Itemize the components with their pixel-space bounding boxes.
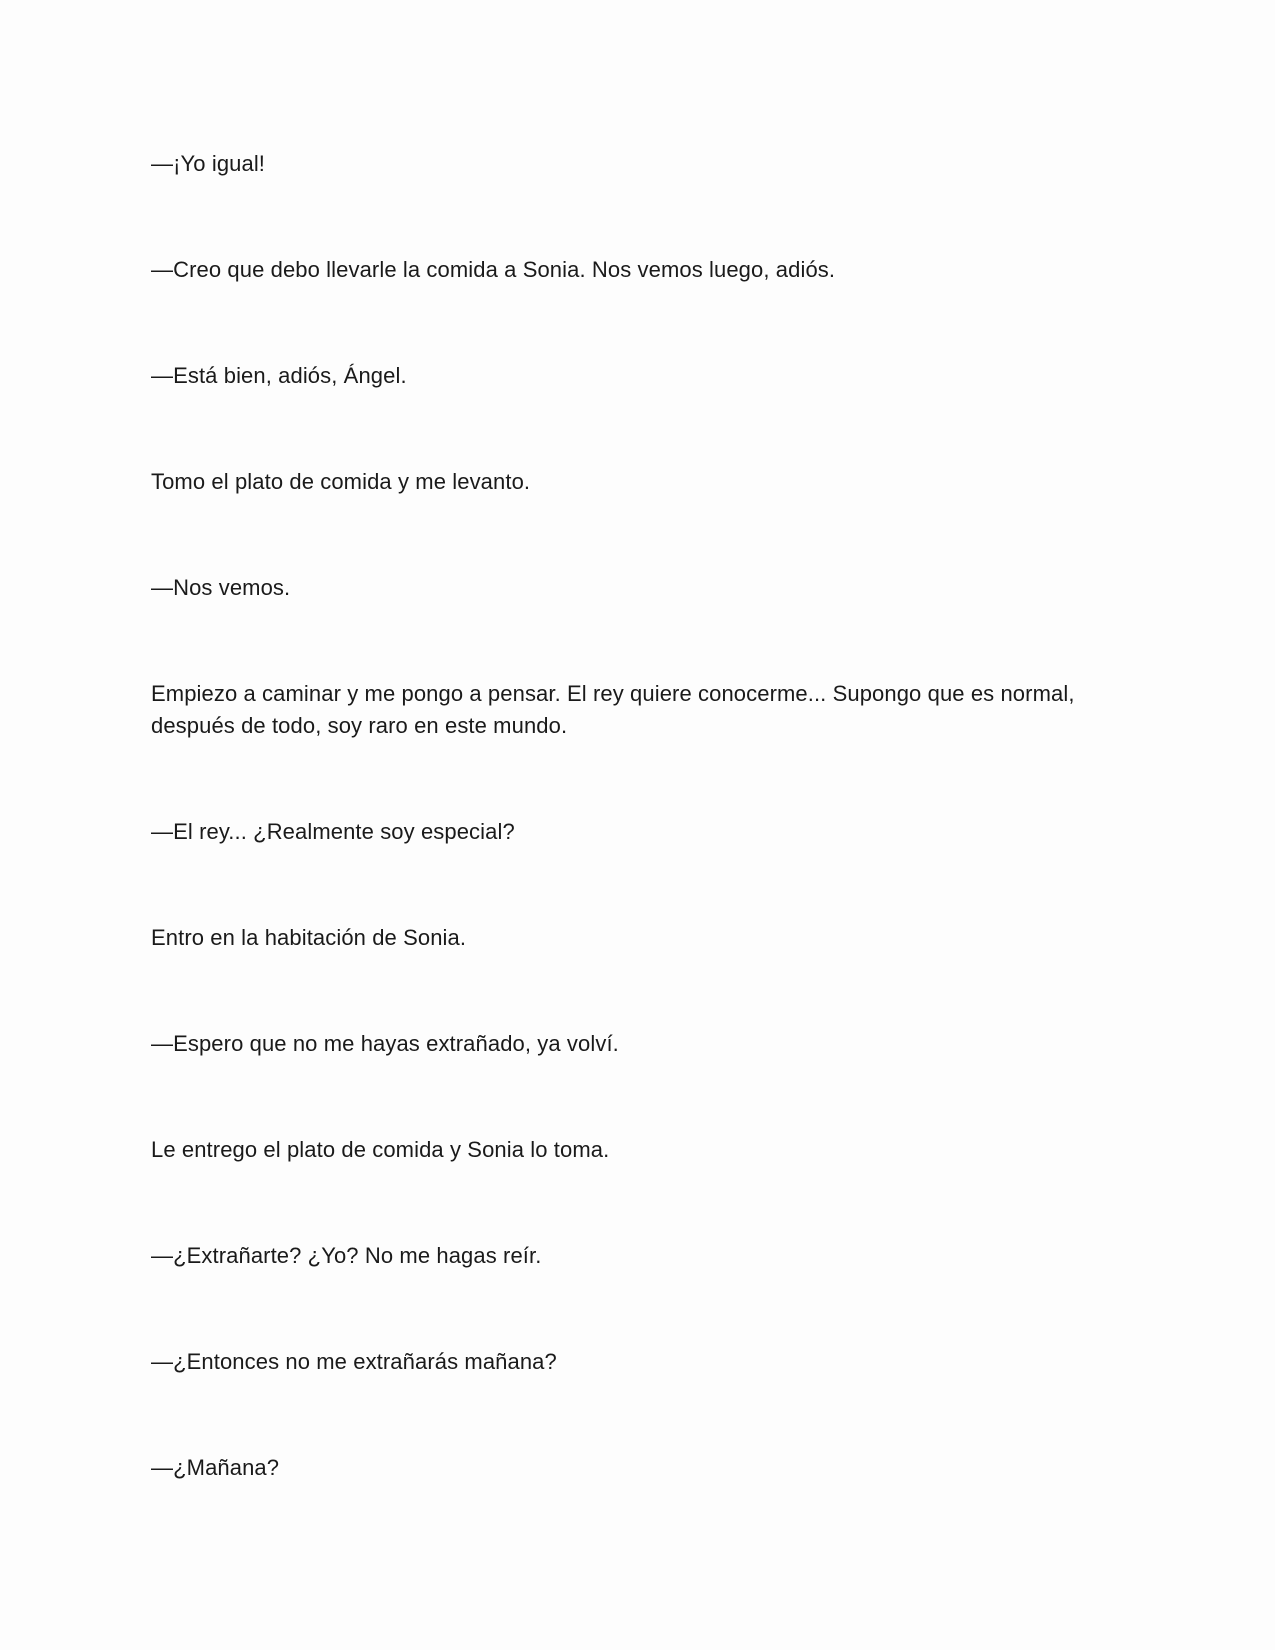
- paragraph-4: Tomo el plato de comida y me levanto.: [151, 469, 531, 494]
- paragraph-1: —¡Yo igual!: [151, 151, 266, 176]
- paragraph-8: Entro en la habitación de Sonia.: [151, 925, 467, 950]
- paragraph-12: —¿Entonces no me extrañarás mañana?: [151, 1349, 557, 1374]
- paragraph-11: —¿Extrañarte? ¿Yo? No me hagas reír.: [151, 1243, 542, 1268]
- paragraph-3: —Está bien, adiós, Ángel.: [151, 363, 407, 388]
- paragraph-10: Le entrego el plato de comida y Sonia lo toma.: [151, 1137, 610, 1162]
- paragraph-9: —Espero que no me hayas extrañado, ya volví.: [151, 1031, 619, 1056]
- paragraph-13: —¿Mañana?: [151, 1455, 280, 1480]
- paragraph-6: Empiezo a caminar y me pongo a pensar. El rey quiere conocerme... Supongo que es normal, después de todo, soy raro en este mundo.: [151, 681, 1075, 738]
- paragraph-7: —El rey... ¿Realmente soy especial?: [151, 819, 515, 844]
- paragraph-5: —Nos vemos.: [151, 575, 291, 600]
- paragraph-2: —Creo que debo llevarle la comida a Sonia. Nos vemos luego, adiós.: [151, 257, 836, 282]
